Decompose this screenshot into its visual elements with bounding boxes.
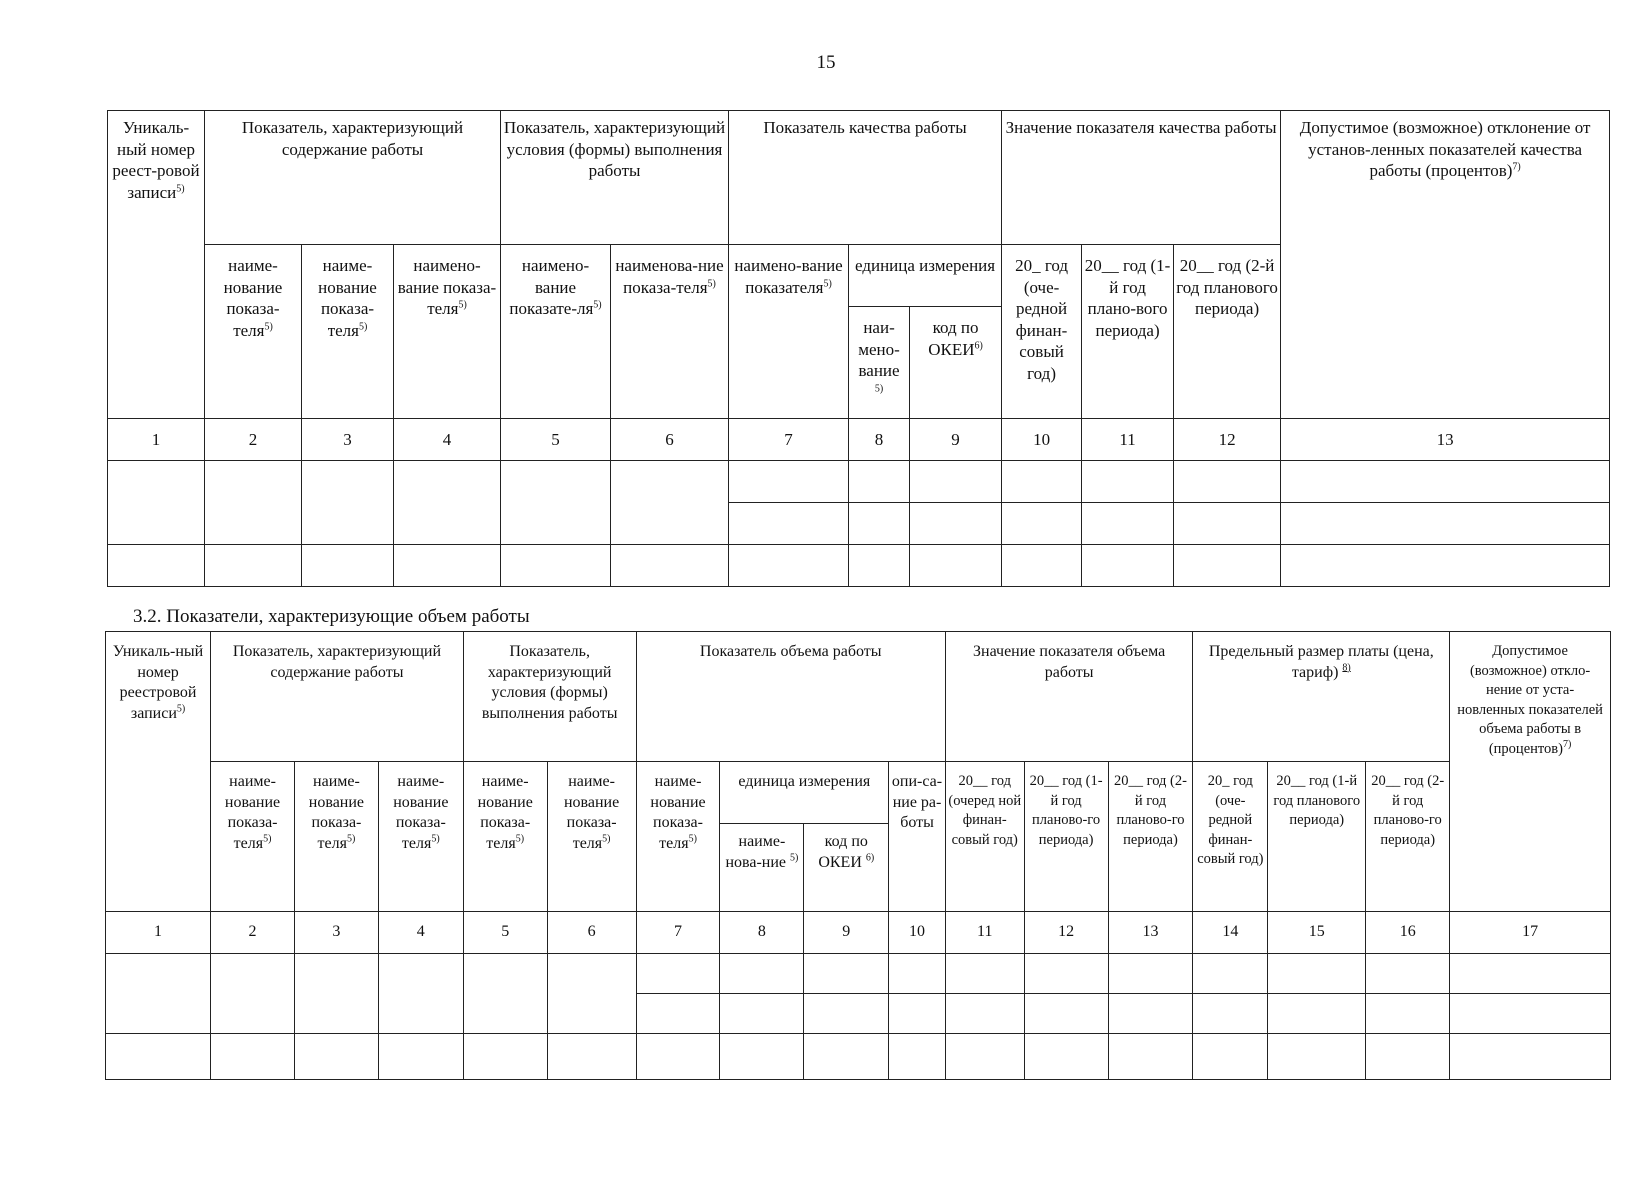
empty-cell[interactable] bbox=[1281, 461, 1610, 503]
empty-cell[interactable] bbox=[1366, 954, 1450, 994]
empty-cell[interactable] bbox=[1082, 461, 1174, 503]
col2-header: наиме-нование показа-теля$^{5)}$ bbox=[205, 245, 302, 419]
col11-header: 20__ год (очеред ной финан-совый год) bbox=[945, 762, 1024, 912]
col9-header: код по ОКЕИ$^{6)}$ bbox=[910, 307, 1002, 419]
conditions-indicator-header: Показатель, характеризующий условия (формы) выполнения работы bbox=[463, 632, 636, 762]
col11-header: 20__ год (1-й год плано-вого периода) bbox=[1082, 245, 1174, 419]
col-num-8: 8 bbox=[720, 912, 804, 954]
col-num-2: 2 bbox=[211, 912, 295, 954]
col-num-12: 12 bbox=[1174, 419, 1281, 461]
empty-cell[interactable] bbox=[804, 954, 889, 994]
empty-cell[interactable] bbox=[1024, 954, 1108, 994]
empty-cell[interactable] bbox=[1268, 954, 1366, 994]
empty-cell[interactable] bbox=[849, 503, 910, 545]
empty-cell[interactable] bbox=[108, 461, 205, 545]
section-title: 3.2. Показатели, характеризующие объем работы bbox=[133, 606, 530, 627]
col-num-9: 9 bbox=[804, 912, 889, 954]
col5-header: наимено-вание показате-$ля^{5)}$ bbox=[501, 245, 611, 419]
empty-cell[interactable] bbox=[1450, 994, 1611, 1034]
col15-header: 20__ год (1-й год планового периода) bbox=[1268, 762, 1366, 912]
col3-header: наиме-нование показа-теля$^{5)}$ bbox=[302, 245, 394, 419]
empty-cell[interactable] bbox=[394, 461, 501, 545]
empty-cell[interactable] bbox=[910, 503, 1002, 545]
col-num-14: 14 bbox=[1193, 912, 1268, 954]
empty-cell[interactable] bbox=[1281, 503, 1610, 545]
empty-cell[interactable] bbox=[205, 461, 302, 545]
empty-cell[interactable] bbox=[1193, 954, 1268, 994]
table-row bbox=[106, 1034, 1611, 1080]
col12-header: 20__ год (2-й год планового периода) bbox=[1174, 245, 1281, 419]
empty-cell[interactable] bbox=[1281, 545, 1610, 587]
col3-header: наиме-нование показа-теля$^{5)}$ bbox=[294, 762, 378, 912]
deviation-header: Допустимое (возможное) откло-нение от уста-новленных показателей объема работы в (процентов)$^{7)}$ bbox=[1450, 632, 1611, 912]
conditions-indicator-header: Показатель, характеризующий условия (формы) выполнения работы bbox=[501, 111, 729, 245]
col-num-17: 17 bbox=[1450, 912, 1611, 954]
col-num-6: 6 bbox=[611, 419, 729, 461]
col13-header: 20__ год (2-й год планово-го периода) bbox=[1108, 762, 1193, 912]
empty-cell[interactable] bbox=[1366, 1034, 1450, 1080]
col-num-11: 11 bbox=[945, 912, 1024, 954]
col-num-4: 4 bbox=[394, 419, 501, 461]
empty-cell[interactable] bbox=[889, 954, 946, 994]
empty-cell[interactable] bbox=[294, 1034, 378, 1080]
empty-cell[interactable] bbox=[294, 954, 378, 1034]
empty-cell[interactable] bbox=[547, 954, 636, 1034]
empty-cell[interactable] bbox=[720, 994, 804, 1034]
quality-indicators-table bbox=[107, 110, 1610, 587]
volume-indicator-header: Показатель объема работы bbox=[636, 632, 945, 762]
empty-cell[interactable] bbox=[849, 545, 910, 587]
col-num-1: 1 bbox=[106, 912, 211, 954]
empty-cell[interactable] bbox=[211, 1034, 295, 1080]
unit-header: единица измерения bbox=[720, 762, 889, 824]
col8-header: наи-мено-вание $^{5)}$ bbox=[849, 307, 910, 419]
empty-cell[interactable] bbox=[720, 954, 804, 994]
col-num-12: 12 bbox=[1024, 912, 1108, 954]
registry-number-header: Уникаль-ный номер реест-ровой записи$^{5)}$ bbox=[108, 111, 205, 419]
empty-cell[interactable] bbox=[945, 994, 1024, 1034]
col10-header: опи-са-ние ра-боты bbox=[889, 762, 946, 912]
col-num-8: 8 bbox=[849, 419, 910, 461]
empty-cell[interactable] bbox=[302, 545, 394, 587]
empty-cell[interactable] bbox=[106, 1034, 211, 1080]
empty-cell[interactable] bbox=[1082, 545, 1174, 587]
empty-cell[interactable] bbox=[1174, 503, 1281, 545]
empty-cell[interactable] bbox=[378, 954, 463, 1034]
empty-cell[interactable] bbox=[910, 461, 1002, 503]
col-num-9: 9 bbox=[910, 419, 1002, 461]
content-indicator-header: Показатель, характеризующий содержание работы bbox=[211, 632, 464, 762]
empty-cell[interactable] bbox=[729, 545, 849, 587]
empty-cell[interactable] bbox=[1002, 503, 1082, 545]
volume-value-header: Значение показателя объема работы bbox=[945, 632, 1193, 762]
header-row-2 bbox=[106, 762, 1611, 824]
col-num-2: 2 bbox=[205, 419, 302, 461]
content-indicator-header: Показатель, характеризующий содержание работы bbox=[205, 111, 501, 245]
empty-cell[interactable] bbox=[636, 994, 720, 1034]
empty-cell[interactable] bbox=[636, 954, 720, 994]
col8-header: наиме-нова-ние $^{5)}$ bbox=[720, 824, 804, 912]
empty-cell[interactable] bbox=[501, 461, 611, 545]
price-limit-header: Предельный размер платы (цена, тариф) $^{8)}$ bbox=[1193, 632, 1450, 762]
column-number-row bbox=[106, 912, 1611, 954]
col-num-4: 4 bbox=[378, 912, 463, 954]
empty-cell[interactable] bbox=[1174, 461, 1281, 503]
col16-header: 20__ год (2-й год планово-го периода) bbox=[1366, 762, 1450, 912]
empty-cell[interactable] bbox=[849, 461, 910, 503]
col-num-15: 15 bbox=[1268, 912, 1366, 954]
col6-header: наиме-нование показа-теля$^{5)}$ bbox=[547, 762, 636, 912]
empty-cell[interactable] bbox=[804, 994, 889, 1034]
empty-cell[interactable] bbox=[547, 1034, 636, 1080]
col-num-16: 16 bbox=[1366, 912, 1450, 954]
empty-cell[interactable] bbox=[211, 954, 295, 1034]
col-num-7: 7 bbox=[636, 912, 720, 954]
col-num-5: 5 bbox=[463, 912, 547, 954]
empty-cell[interactable] bbox=[463, 1034, 547, 1080]
col5-header: наиме-нование показа-теля$^{5)}$ bbox=[463, 762, 547, 912]
col-num-6: 6 bbox=[547, 912, 636, 954]
col12-header: 20__ год (1-й год планово-го периода) bbox=[1024, 762, 1108, 912]
empty-cell[interactable] bbox=[1082, 503, 1174, 545]
col-num-11: 11 bbox=[1082, 419, 1174, 461]
page-number: 15 bbox=[816, 52, 836, 73]
col2-header: наиме-нование показа-теля$^{5)}$ bbox=[211, 762, 295, 912]
empty-cell[interactable] bbox=[804, 1034, 889, 1080]
empty-cell[interactable] bbox=[1174, 545, 1281, 587]
col-num-10: 10 bbox=[889, 912, 946, 954]
table-row bbox=[108, 461, 1610, 503]
empty-cell[interactable] bbox=[1268, 994, 1366, 1034]
col14-header: 20_ год (оче-редной финан-совый год) bbox=[1193, 762, 1268, 912]
empty-cell[interactable] bbox=[945, 954, 1024, 994]
col4-header: наиме-нование показа-теля$^{5)}$ bbox=[378, 762, 463, 912]
empty-cell[interactable] bbox=[1193, 994, 1268, 1034]
registry-number-header: Уникаль-ный номер реестровой записи$^{5)}$ bbox=[106, 632, 211, 912]
col9-header: код по ОКЕИ $^{6)}$ bbox=[804, 824, 889, 912]
volume-indicators-table bbox=[105, 631, 1611, 1080]
col-num-1: 1 bbox=[108, 419, 205, 461]
col10-header: 20_ год (оче-редной финан-совый год) bbox=[1002, 245, 1082, 419]
empty-cell[interactable] bbox=[945, 1034, 1024, 1080]
col7-header: наиме-нование показа-теля$^{5)}$ bbox=[636, 762, 720, 912]
header-row-1 bbox=[106, 632, 1611, 762]
column-number-row bbox=[108, 419, 1610, 461]
empty-cell[interactable] bbox=[729, 461, 849, 503]
empty-cell[interactable] bbox=[729, 503, 849, 545]
empty-cell[interactable] bbox=[501, 545, 611, 587]
empty-cell[interactable] bbox=[1108, 994, 1193, 1034]
empty-cell[interactable] bbox=[1450, 1034, 1611, 1080]
deviation-header: Допустимое (возможное) отклонение от установ-ленных показателей качества работы (процентов)$^{7)}$ bbox=[1281, 111, 1610, 419]
empty-cell[interactable] bbox=[1002, 545, 1082, 587]
empty-cell[interactable] bbox=[910, 545, 1002, 587]
col-num-10: 10 bbox=[1002, 419, 1082, 461]
empty-cell[interactable] bbox=[378, 1034, 463, 1080]
empty-cell[interactable] bbox=[106, 954, 211, 1034]
col-num-7: 7 bbox=[729, 419, 849, 461]
empty-cell[interactable] bbox=[108, 545, 205, 587]
empty-cell[interactable] bbox=[1024, 994, 1108, 1034]
empty-cell[interactable] bbox=[302, 461, 394, 545]
empty-cell[interactable] bbox=[1268, 1034, 1366, 1080]
empty-cell[interactable] bbox=[611, 461, 729, 545]
empty-cell[interactable] bbox=[394, 545, 501, 587]
quality-value-header: Значение показателя качества работы bbox=[1002, 111, 1281, 245]
empty-cell[interactable] bbox=[1108, 954, 1193, 994]
empty-cell[interactable] bbox=[205, 545, 302, 587]
quality-indicator-header: Показатель качества работы bbox=[729, 111, 1002, 245]
empty-cell[interactable] bbox=[720, 1034, 804, 1080]
col-num-5: 5 bbox=[501, 419, 611, 461]
empty-cell[interactable] bbox=[1024, 1034, 1108, 1080]
empty-cell[interactable] bbox=[611, 545, 729, 587]
col4-header: наимено-вание показа-теля$^{5)}$ bbox=[394, 245, 501, 419]
col6-header: наименова-ние показа-теля$^{5)}$ bbox=[611, 245, 729, 419]
empty-cell[interactable] bbox=[889, 1034, 946, 1080]
col-num-3: 3 bbox=[294, 912, 378, 954]
empty-cell[interactable] bbox=[1366, 994, 1450, 1034]
empty-cell[interactable] bbox=[889, 994, 946, 1034]
unit-header: единица измерения bbox=[849, 245, 1002, 307]
empty-cell[interactable] bbox=[1108, 1034, 1193, 1080]
empty-cell[interactable] bbox=[1450, 954, 1611, 994]
col-num-3: 3 bbox=[302, 419, 394, 461]
empty-cell[interactable] bbox=[1002, 461, 1082, 503]
empty-cell[interactable] bbox=[1193, 1034, 1268, 1080]
col-num-13: 13 bbox=[1281, 419, 1610, 461]
col7-header: наимено-вание показателя$^{5)}$ bbox=[729, 245, 849, 419]
empty-cell[interactable] bbox=[463, 954, 547, 1034]
empty-cell[interactable] bbox=[636, 1034, 720, 1080]
table-row bbox=[106, 954, 1611, 994]
col-num-13: 13 bbox=[1108, 912, 1193, 954]
table-row bbox=[108, 545, 1610, 587]
header-row-1 bbox=[108, 111, 1610, 245]
